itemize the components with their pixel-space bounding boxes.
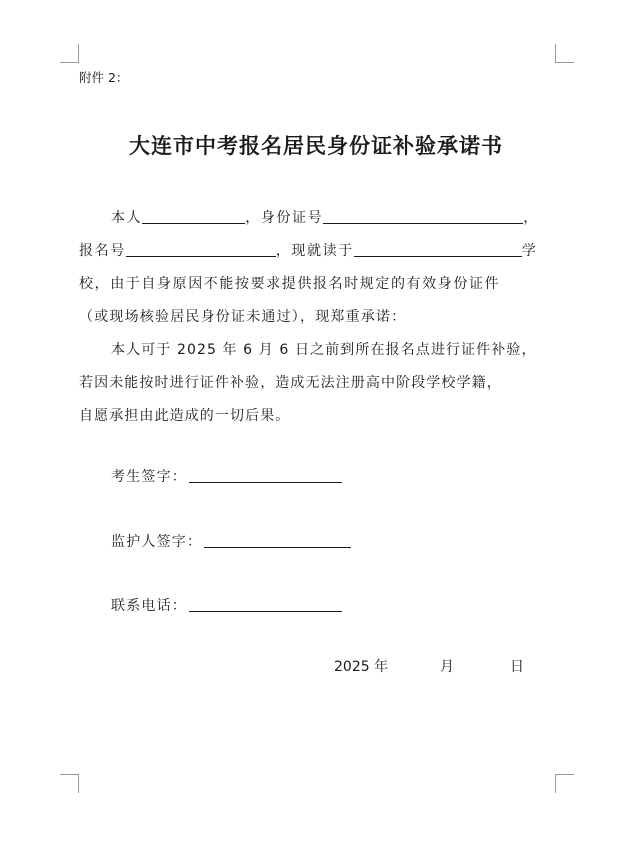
document-title: 大连市中考报名居民身份证补验承诺书: [129, 133, 503, 158]
intro-reg-label: 报名号: [79, 243, 126, 259]
crop-mark-top-left: [60, 44, 79, 63]
guardian-signature-blank[interactable]: [204, 533, 351, 548]
intro-name-label: 本人: [111, 210, 143, 226]
student-signature-label: 考生签字：: [111, 469, 187, 485]
intro-line-2: [79, 240, 537, 260]
date-month: 月: [440, 659, 454, 675]
id-number-blank[interactable]: [323, 209, 523, 224]
intro-comma: ，: [523, 210, 539, 226]
student-signature-blank[interactable]: [189, 468, 342, 483]
attachment-label: 附件 2：: [79, 70, 129, 85]
name-blank[interactable]: [142, 209, 245, 224]
registration-number-blank[interactable]: [126, 242, 276, 257]
intro-school-suffix: 学: [521, 243, 538, 259]
pledge-line-2: 若因未能按时进行证件补验，造成无法注册高中阶段学校学籍，: [79, 375, 502, 391]
pledge-line-1: 本人可于 2025 年 6 月 6 日之前到所在报名点进行证件补验，: [111, 342, 537, 358]
guardian-signature-label: 监护人签字：: [111, 534, 203, 550]
phone-blank[interactable]: [189, 597, 342, 612]
student-signature-row: [111, 466, 342, 486]
phone-row: [111, 595, 342, 615]
date-year: 2025 年: [334, 659, 389, 675]
intro-line-1: [79, 207, 539, 227]
pledge-line-3: 自愿承担由此造成的一切后果。: [79, 408, 291, 424]
intro-id-label: ，身份证号: [245, 210, 324, 226]
phone-label: 联系电话：: [111, 598, 187, 614]
school-blank[interactable]: [354, 242, 522, 257]
crop-mark-top-right: [555, 44, 574, 63]
crop-mark-bottom-right: [555, 774, 574, 793]
intro-line-3: 校，由于自身原因不能按要求提供报名时规定的有效身份证件: [79, 276, 501, 292]
date-day: 日: [510, 659, 524, 675]
intro-line-4: （或现场核验居民身份证未通过），现郑重承诺：: [79, 309, 407, 325]
crop-mark-bottom-left: [60, 774, 79, 793]
guardian-signature-row: [111, 531, 351, 551]
intro-school-label: ，现就读于: [275, 243, 354, 259]
